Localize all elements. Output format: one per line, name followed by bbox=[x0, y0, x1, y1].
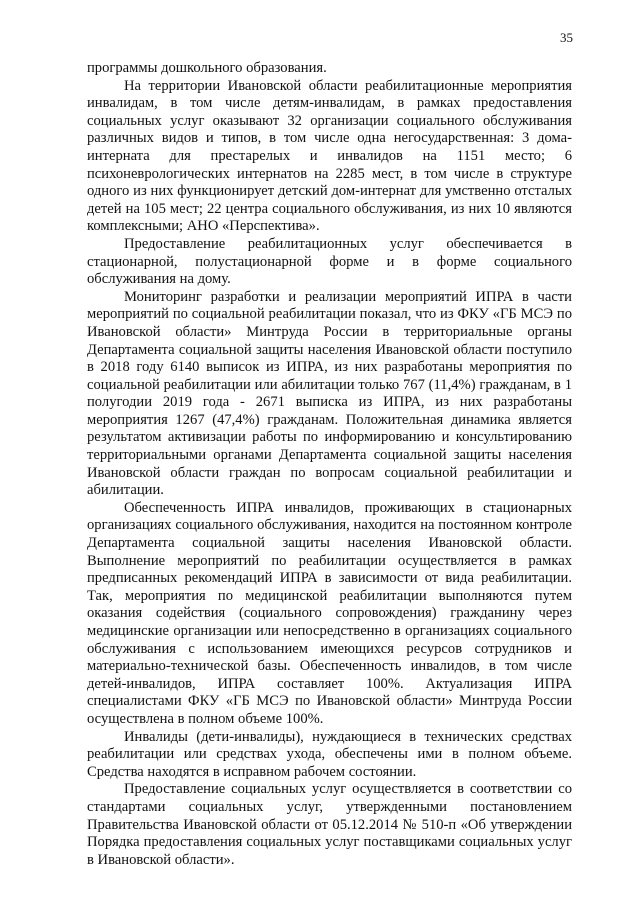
paragraph-technical-aids: Инвалиды (дети-инвалиды), нуждающиеся в технических средствах реабилитации или средствах ухода, обеспечены ими в полном объеме. Средства находятся в исправном рабочем состоянии. bbox=[87, 728, 572, 780]
paragraph-ipra-provision: Обеспеченность ИПРА инвалидов, проживающих в стационарных организациях социального обслуживания, находится на постоянном контроле Департамента социальной защиты населения Ивановской области. Выполнение мероприятий по реабилитации осуществляется в рамках предписанных рекомендаций ИПРА в зависимости от вида реабилитации. Так, мероприятия по медицинской реабилитации выполняются путем оказания содействия (социального сопровождения) гражданину через медицинские организации или непосредственно в организациях социального обслуживания с использованием имеющихся ресурсов сотрудников и материально-технической базы. Обеспеченность инвалидов, в том числе детей-инвалидов, ИПРА составляет 100%. Актуализация ИПРА специалистами ФКУ «ГБ МСЭ по Ивановской области» Минтруда России осуществлена в полном объеме 100%. bbox=[87, 499, 572, 727]
page-number: 35 bbox=[560, 30, 573, 45]
paragraph-service-standards: Предоставление социальных услуг осуществляется в соответствии со стандартами социальных услуг, утвержденными постановлением Правительства Ивановской области от 05.12.2014 № 510-п «Об утверждении Порядка предоставления социальных услуг поставщиками социальных услуг в Ивановской области». bbox=[87, 781, 572, 868]
paragraph-service-forms: Предоставление реабилитационных услуг обеспечивается в стационарной, полустационарной форме и в форме социального обслуживания на дому. bbox=[87, 235, 572, 288]
paragraph-rehabilitation-organizations: На территории Ивановской области реабилитационные мероприятия инвалидам, в том числе детям-инвалидам, в рамках предоставления социальных услуг оказывают 32 организации социального обслуживания различных видов и типов, в том числе одна негосударственная: 3 дома-интерната для престарелых и инвалидов на 1151 место; 6 психоневрологических интернатов на 2285 мест, в том числе в структуре одного из них функционирует детский дом-интернат для умственно отсталых детей на 105 мест; 22 центра социального обслуживания, из них 10 являются комплексными; АНО «Перспектива». bbox=[87, 77, 572, 235]
paragraph-ipra-monitoring: Мониторинг разработки и реализации мероприятий ИПРА в части мероприятий по социальной реабилитации показал, что из ФКУ «ГБ МСЭ по Ивановской области» Минтруда России в территориальные органы Департамента социальной защиты населения Ивановской области поступило в 2018 году 6140 выписок из ИПРА, из них разработаны мероприятия по социальной реабилитации или абилитации только 767 (11,4%) гражданам, в 1 полугодии 2019 года - 2671 выписка из ИПРА, из них разработаны мероприятия 1267 (47,4%) гражданам. Положительная динамика является результатом активизации работы по информированию и консультированию территориальными органами Департамента социальной защиты населения Ивановской области граждан по вопросам социальной реабилитации и абилитации. bbox=[87, 288, 572, 499]
paragraph-continuation: программы дошкольного образования. bbox=[87, 60, 327, 76]
document-body bbox=[87, 60, 572, 869]
